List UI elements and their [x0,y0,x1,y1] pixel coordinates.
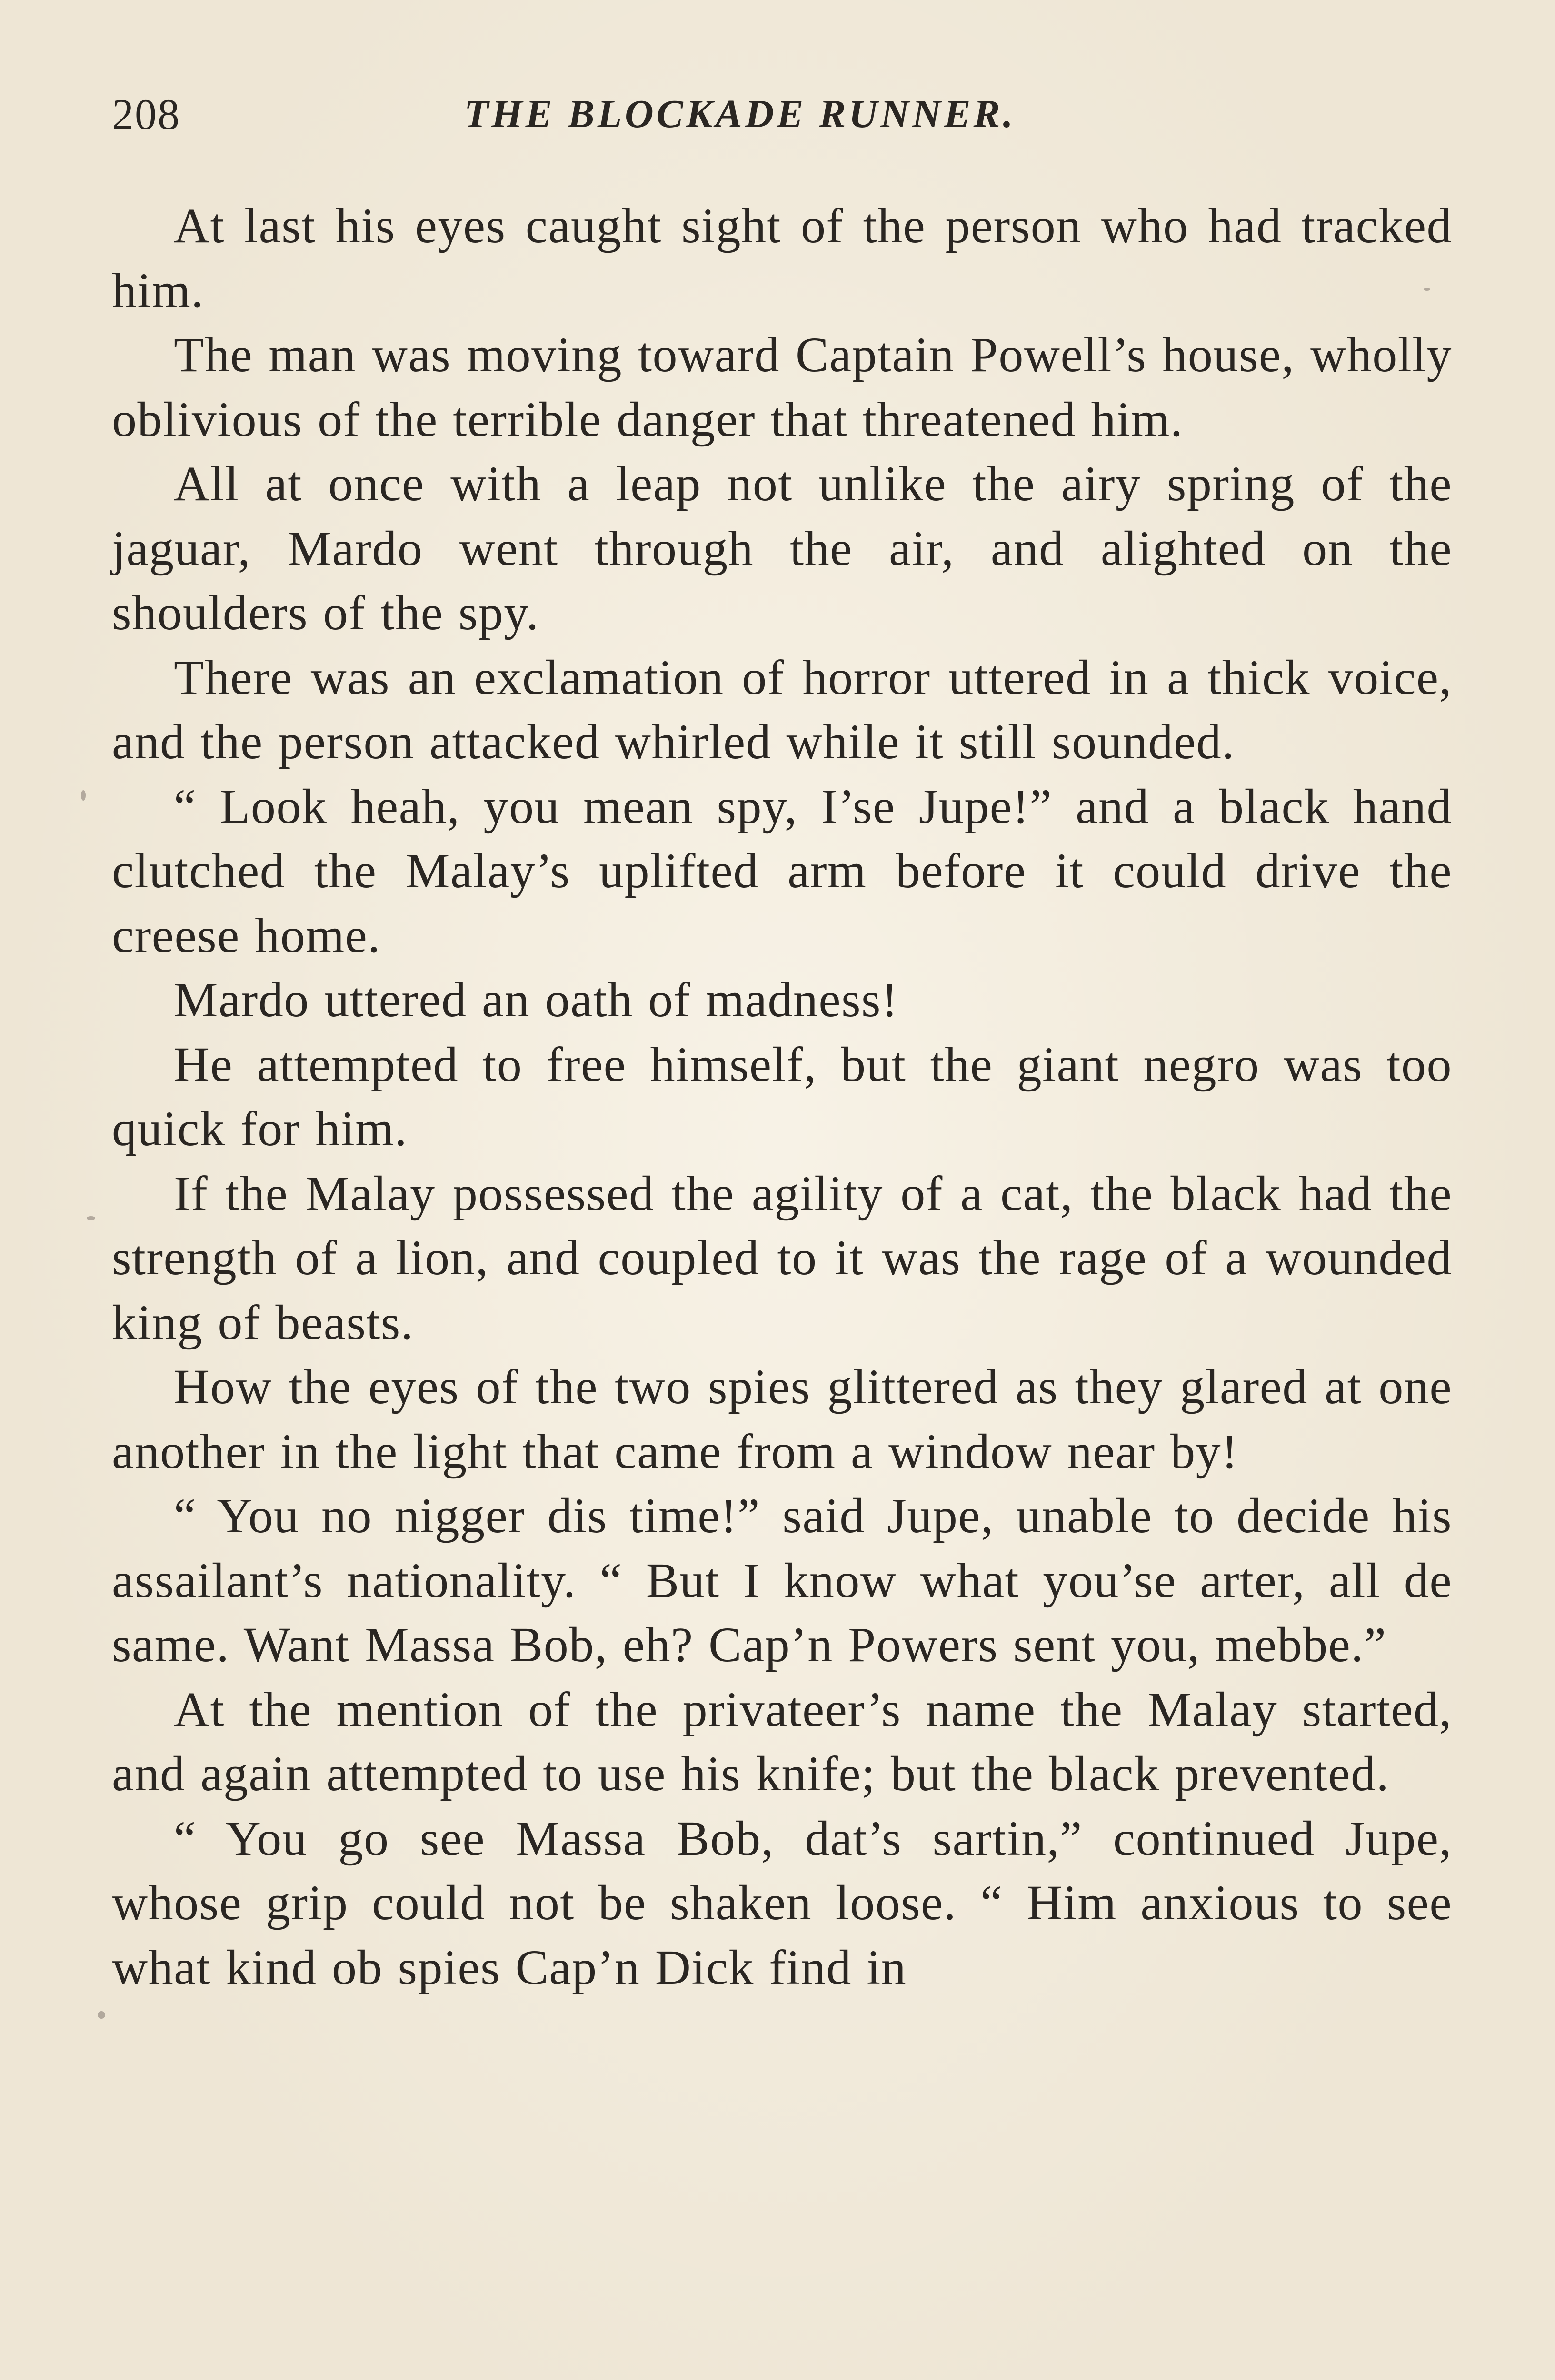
body-text [112,194,1452,2000]
paragraph: At the mention of the privateer’s name the Malay started, and again attempted to use his knife; but the black prevented. [112,1682,1452,1801]
paper-speck [98,2011,105,2019]
paragraph: Mardo uttered an oath of madness! [174,972,899,1027]
paragraph: “ You no nigger dis time!” said Jupe, unable to decide his assailant’s nationality. “ But I know what you’se arter, all de same. Want Massa Bob, eh? Cap’n Powers sent you, mebbe.” [112,1488,1452,1672]
paragraph: All at once with a leap not unlike the airy spring of the jaguar, Mardo went through the air, and alighted on the shoulders of the spy. [112,456,1452,640]
paragraph: The man was moving toward Captain Powell’s house, wholly oblivious of the terrible danger that threatened him. [112,327,1452,447]
paragraph: “ Look heah, you mean spy, I’se Jupe!” and a black hand clutched the Malay’s uplifted arm before it could drive the creese home. [112,779,1452,963]
page-number: 208 [112,90,180,139]
paragraph: If the Malay possessed the agility of a cat, the black had the strength of a lion, and coupled to it was the rage of a wounded king of beasts. [112,1166,1452,1350]
paragraph: “ You go see Massa Bob, dat’s sartin,” continued Jupe, whose grip could not be shaken loose. “ Him anxious to see what kind ob spies Cap’n Dick find in [112,1811,1452,1995]
paper-speck [87,1216,95,1220]
running-head [112,83,1450,145]
paragraph: At last his eyes caught sight of the person who had tracked him. [112,198,1452,318]
book-title: THE BLOCKADE RUNNER. [464,92,1016,136]
paper-speck [1424,288,1430,291]
paragraph: He attempted to free himself, but the giant negro was too quick for him. [112,1037,1452,1156]
paragraph: There was an exclamation of horror uttered in a thick voice, and the person attacked whirled while it still sounded. [112,650,1452,769]
paragraph: How the eyes of the two spies glittered as they glared at one another in the light that came from a window near by! [112,1359,1452,1479]
paper-speck [81,790,86,801]
